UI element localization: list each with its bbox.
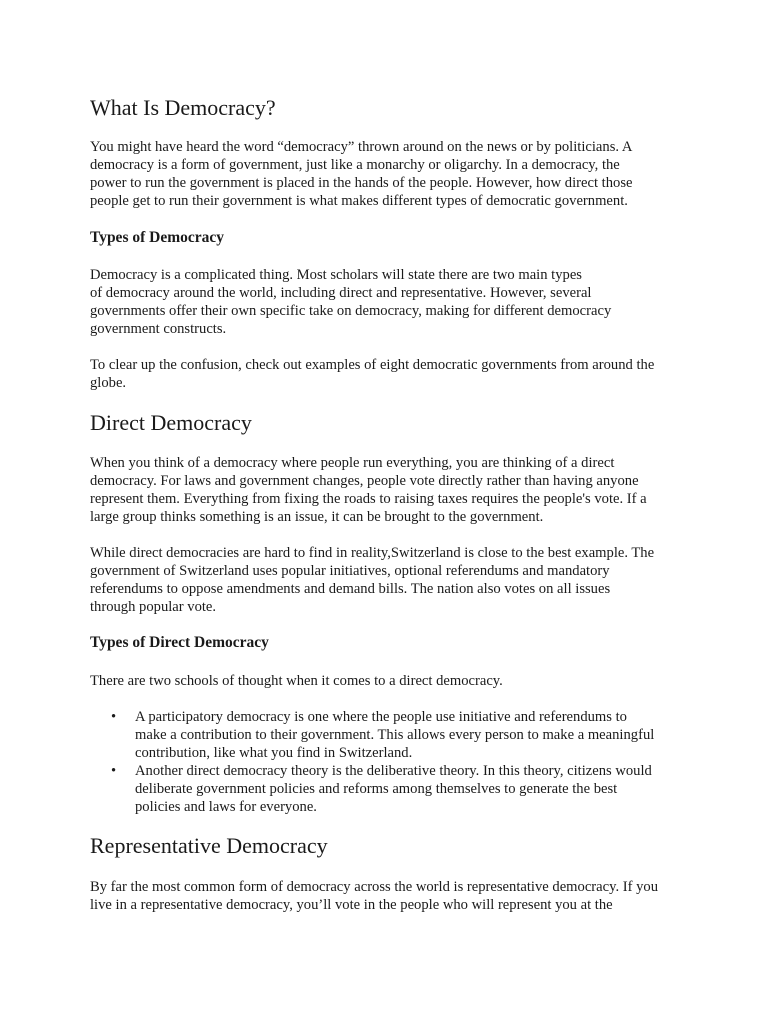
heading-direct-democracy: Direct Democracy xyxy=(90,410,252,435)
paragraph-direct-intro xyxy=(90,454,647,526)
paragraph-types xyxy=(90,266,611,338)
text-line: large group thinks something is an issue, it can be brought to the government. xyxy=(90,509,544,525)
text-line: contribution, like what you find in Switzerland. xyxy=(135,745,413,761)
text-line: When you think of a democracy where people run everything, you are thinking of a direct xyxy=(90,455,615,471)
text-line: live in a representative democracy, you’ll vote in the people who will represent you at the xyxy=(90,897,613,913)
text-line: policies and laws for everyone. xyxy=(135,799,317,815)
bullet-list xyxy=(90,708,654,816)
text-line: Another direct democracy theory is the deliberative theory. In this theory, citizens would xyxy=(135,763,652,779)
heading-what-is-democracy: What Is Democracy? xyxy=(90,95,276,120)
text-line: people get to run their government is what makes different types of democratic government. xyxy=(90,193,628,209)
text-line: democracy. For laws and government changes, people vote directly rather than having anyone xyxy=(90,473,639,489)
text-line: make a contribution to their government. This allows every person to make a meaningful xyxy=(135,727,655,743)
heading-representative-democracy: Representative Democracy xyxy=(90,833,328,858)
text-line: While direct democracies are hard to find in reality,Switzerland is close to the best example. The xyxy=(90,545,655,561)
text-line: A participatory democracy is one where the people use initiative and referendums to xyxy=(135,709,627,725)
text-line: power to run the government is placed in the hands of the people. However, how direct those xyxy=(90,175,633,191)
text-line: of democracy around the world, including direct and representative. However, several xyxy=(90,285,592,301)
text-line: referendums to oppose amendments and demand bills. The nation also votes on all issues xyxy=(90,581,611,597)
list-item xyxy=(90,708,654,762)
text-line: government of Switzerland uses popular initiatives, optional referendums and mandatory xyxy=(90,563,610,579)
text-line: Democracy is a complicated thing. Most scholars will state there are two main types xyxy=(90,267,582,283)
bullet-icon: • xyxy=(111,763,117,779)
text-line: To clear up the confusion, check out examples of eight democratic governments from around the xyxy=(90,357,655,373)
text-line: deliberate government policies and reforms among themselves to generate the best xyxy=(135,781,618,797)
text-line: represent them. Everything from fixing the roads to raising taxes requires the people's vote. If a xyxy=(90,491,647,507)
text-line: governments offer their own specific take on democracy, making for different democracy xyxy=(90,303,612,319)
paragraph-intro xyxy=(90,138,632,210)
paragraph-two-schools xyxy=(90,672,503,690)
text-line: By far the most common form of democracy across the world is representative democracy. If you xyxy=(90,879,659,895)
paragraph-clear-up xyxy=(90,356,654,392)
text-line: democracy is a form of government, just like a monarchy or oligarchy. In a democracy, the xyxy=(90,157,620,173)
paragraph-switzerland xyxy=(90,544,654,616)
subheading-types-of-democracy: Types of Democracy xyxy=(90,229,225,246)
list-item xyxy=(90,762,654,816)
text-line: government constructs. xyxy=(90,321,227,337)
paragraph-representative xyxy=(90,878,658,914)
subheading-types-of-direct-democracy: Types of Direct Democracy xyxy=(90,634,269,651)
text-line: through popular vote. xyxy=(90,599,217,615)
text-line: There are two schools of thought when it comes to a direct democracy. xyxy=(90,673,503,689)
text-line: You might have heard the word “democracy” thrown around on the news or by politicians. A xyxy=(90,139,633,155)
bullet-icon: • xyxy=(111,709,117,725)
text-line: globe. xyxy=(90,375,127,391)
